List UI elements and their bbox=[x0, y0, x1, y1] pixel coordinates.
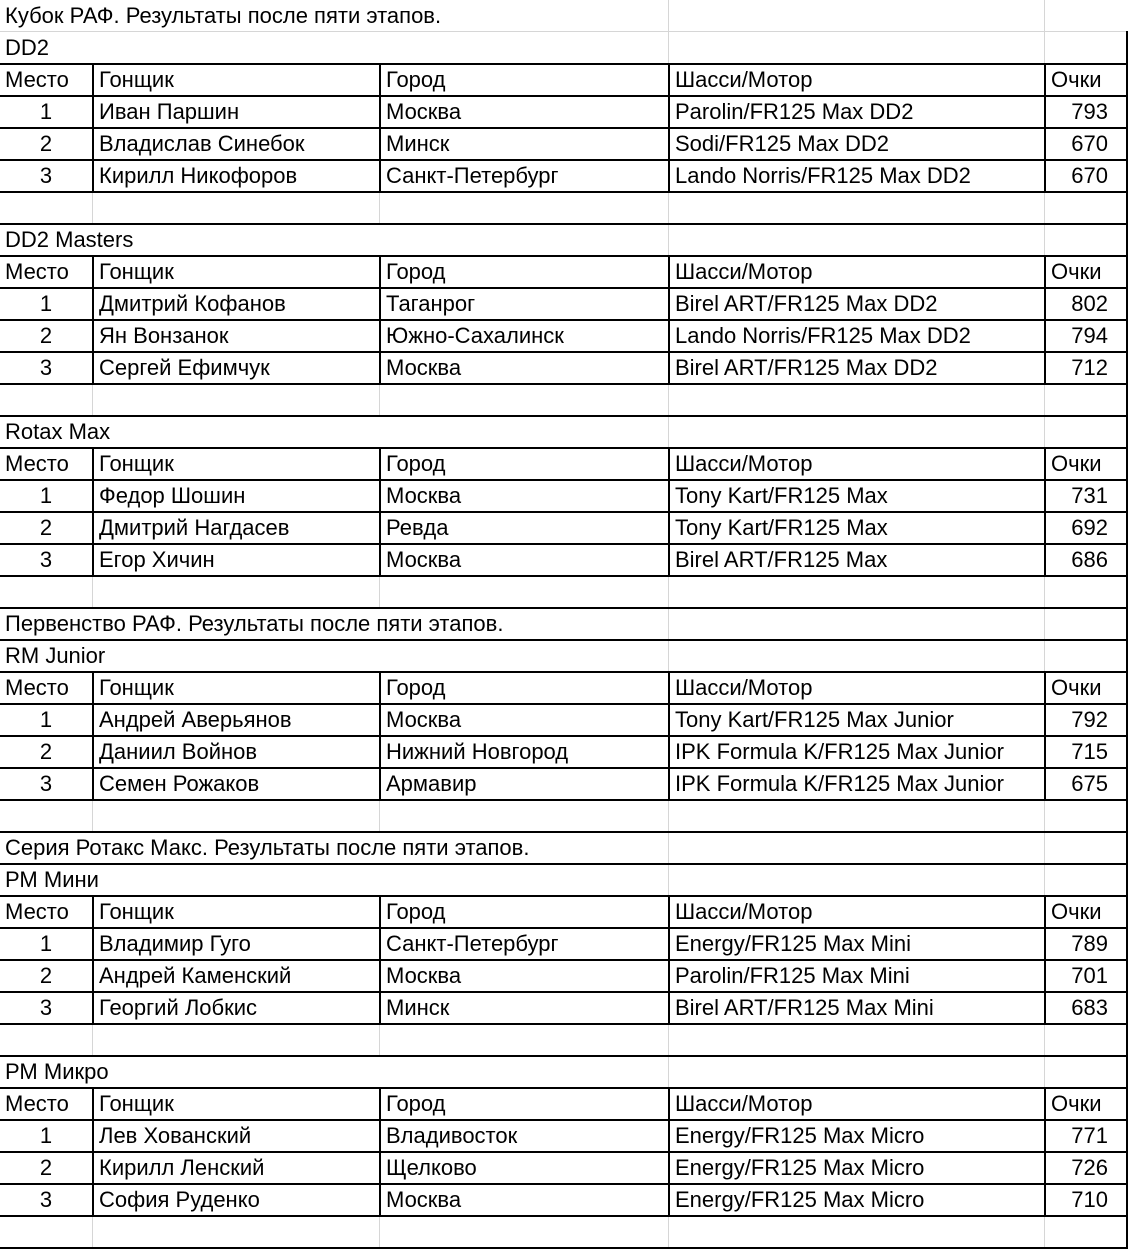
row-border bbox=[0, 511, 1128, 513]
section-title: DD2 Masters bbox=[5, 227, 134, 252]
city-cell: Москва bbox=[379, 1184, 668, 1216]
table-row bbox=[0, 928, 1128, 960]
place-cell: 3 bbox=[39, 163, 53, 188]
chassis-cell: IPK Formula K/FR125 Max Junior bbox=[668, 768, 1044, 800]
header-points: Очки bbox=[1044, 1088, 1128, 1120]
section-title-row bbox=[0, 1056, 1128, 1088]
section-title-row bbox=[0, 640, 1128, 672]
row-border bbox=[0, 607, 1128, 609]
table-row bbox=[0, 512, 1128, 544]
row-border bbox=[0, 95, 1128, 97]
driver-cell: Владислав Синебок bbox=[92, 128, 379, 160]
points-cell: 789 bbox=[1044, 928, 1128, 960]
gridline bbox=[379, 800, 380, 832]
row-border bbox=[0, 287, 1128, 289]
header-row bbox=[0, 256, 1128, 288]
table-row bbox=[0, 96, 1128, 128]
header-chassis: Шасси/Мотор bbox=[668, 1088, 1044, 1120]
header-chassis: Шасси/Мотор bbox=[668, 448, 1044, 480]
city-cell: Москва bbox=[379, 96, 668, 128]
blank-row bbox=[0, 1216, 1128, 1248]
row-border bbox=[0, 703, 1128, 705]
driver-cell: Сергей Ефимчук bbox=[92, 352, 379, 384]
gridline bbox=[1044, 800, 1045, 832]
section-title-row bbox=[0, 32, 1128, 64]
gridline bbox=[1044, 1216, 1045, 1248]
gridline bbox=[92, 800, 93, 832]
gridline bbox=[668, 1024, 669, 1056]
place-cell: 2 bbox=[39, 739, 53, 764]
driver-cell: Даниил Войнов bbox=[92, 736, 379, 768]
table-row bbox=[0, 160, 1128, 192]
blank-row bbox=[0, 576, 1128, 608]
blank-row bbox=[0, 800, 1128, 832]
header-place: Место bbox=[5, 67, 69, 92]
row-border bbox=[0, 415, 1128, 417]
chassis-cell: Energy/FR125 Max Micro bbox=[668, 1184, 1044, 1216]
points-cell: 712 bbox=[1044, 352, 1128, 384]
driver-cell: Ян Вонзанок bbox=[92, 320, 379, 352]
table-row bbox=[0, 1184, 1128, 1216]
city-cell: Москва bbox=[379, 352, 668, 384]
header-row bbox=[0, 64, 1128, 96]
header-row bbox=[0, 672, 1128, 704]
city-cell: Владивосток bbox=[379, 1120, 668, 1152]
place-cell: 2 bbox=[39, 323, 53, 348]
driver-cell: Лев Хованский bbox=[92, 1120, 379, 1152]
section-title: РМ Микро bbox=[5, 1059, 109, 1084]
row-border bbox=[0, 863, 1128, 865]
row-border bbox=[0, 351, 1128, 353]
header-place: Место bbox=[5, 675, 69, 700]
driver-cell: Кирилл Никофоров bbox=[92, 160, 379, 192]
points-cell: 802 bbox=[1044, 288, 1128, 320]
header-chassis: Шасси/Мотор bbox=[668, 256, 1044, 288]
blank-row bbox=[0, 1024, 1128, 1056]
row-border bbox=[0, 319, 1128, 321]
place-cell: 2 bbox=[39, 963, 53, 988]
header-driver: Гонщик bbox=[92, 672, 379, 704]
gridline bbox=[379, 1024, 380, 1056]
header-city: Город bbox=[379, 64, 668, 96]
section-title-row bbox=[0, 224, 1128, 256]
place-cell: 1 bbox=[39, 1123, 53, 1148]
place-cell: 2 bbox=[39, 1155, 53, 1180]
chassis-cell: Energy/FR125 Max Mini bbox=[668, 928, 1044, 960]
section-title-row bbox=[0, 0, 1128, 32]
section-title: DD2 bbox=[5, 35, 50, 60]
city-cell: Минск bbox=[379, 992, 668, 1024]
table-row bbox=[0, 992, 1128, 1024]
header-row bbox=[0, 1088, 1128, 1120]
chassis-cell: Tony Kart/FR125 Max bbox=[668, 512, 1044, 544]
row-border bbox=[0, 1215, 1128, 1217]
gridline bbox=[92, 192, 93, 224]
city-cell: Нижний Новгород bbox=[379, 736, 668, 768]
header-place: Место bbox=[5, 899, 69, 924]
header-place: Место bbox=[5, 1091, 69, 1116]
driver-cell: Георгий Лобкис bbox=[92, 992, 379, 1024]
header-chassis: Шасси/Мотор bbox=[668, 64, 1044, 96]
points-cell: 793 bbox=[1044, 96, 1128, 128]
gridline bbox=[1044, 384, 1045, 416]
row-border bbox=[0, 831, 1128, 833]
header-points: Очки bbox=[1044, 448, 1128, 480]
chassis-cell: Parolin/FR125 Max DD2 bbox=[668, 96, 1044, 128]
city-cell: Санкт-Петербург bbox=[379, 160, 668, 192]
place-cell: 2 bbox=[39, 515, 53, 540]
row-border bbox=[0, 959, 1128, 961]
row-border bbox=[0, 1119, 1128, 1121]
place-cell: 1 bbox=[39, 291, 53, 316]
driver-cell: Андрей Аверьянов bbox=[92, 704, 379, 736]
city-cell: Таганрог bbox=[379, 288, 668, 320]
table-row bbox=[0, 544, 1128, 576]
section-title-row bbox=[0, 416, 1128, 448]
chassis-cell: Tony Kart/FR125 Max Junior bbox=[668, 704, 1044, 736]
gridline bbox=[379, 1216, 380, 1248]
header-points: Очки bbox=[1044, 256, 1128, 288]
gridline bbox=[92, 1216, 93, 1248]
row-border bbox=[0, 1183, 1128, 1185]
driver-cell: Иван Паршин bbox=[92, 96, 379, 128]
row-border bbox=[0, 255, 1128, 257]
place-cell: 2 bbox=[39, 131, 53, 156]
chassis-cell: Birel ART/FR125 Max DD2 bbox=[668, 352, 1044, 384]
points-cell: 692 bbox=[1044, 512, 1128, 544]
table-row bbox=[0, 704, 1128, 736]
row-border bbox=[0, 191, 1128, 193]
driver-cell: София Руденко bbox=[92, 1184, 379, 1216]
city-cell: Москва bbox=[379, 704, 668, 736]
city-cell: Санкт-Петербург bbox=[379, 928, 668, 960]
header-city: Город bbox=[379, 672, 668, 704]
chassis-cell: IPK Formula K/FR125 Max Junior bbox=[668, 736, 1044, 768]
gridline bbox=[668, 1216, 669, 1248]
city-cell: Щелково bbox=[379, 1152, 668, 1184]
row-border bbox=[0, 63, 1128, 65]
place-cell: 3 bbox=[39, 1187, 53, 1212]
place-cell: 3 bbox=[39, 771, 53, 796]
gridline bbox=[1044, 1024, 1045, 1056]
driver-cell: Дмитрий Нагдасев bbox=[92, 512, 379, 544]
row-border bbox=[0, 1247, 1128, 1249]
row-border bbox=[0, 895, 1128, 897]
section-title-row bbox=[0, 608, 1128, 640]
header-points: Очки bbox=[1044, 672, 1128, 704]
section-title: Кубок РАФ. Результаты после пяти этапов. bbox=[5, 3, 442, 28]
points-cell: 701 bbox=[1044, 960, 1128, 992]
table-row bbox=[0, 1120, 1128, 1152]
gridline bbox=[668, 800, 669, 832]
row-border bbox=[0, 1055, 1128, 1057]
header-driver: Гонщик bbox=[92, 64, 379, 96]
points-cell: 683 bbox=[1044, 992, 1128, 1024]
table-row bbox=[0, 480, 1128, 512]
table-row bbox=[0, 288, 1128, 320]
header-row bbox=[0, 448, 1128, 480]
points-cell: 670 bbox=[1044, 128, 1128, 160]
header-city: Город bbox=[379, 448, 668, 480]
header-city: Город bbox=[379, 256, 668, 288]
chassis-cell: Sodi/FR125 Max DD2 bbox=[668, 128, 1044, 160]
row-border bbox=[0, 383, 1128, 385]
header-chassis: Шасси/Мотор bbox=[668, 672, 1044, 704]
chassis-cell: Energy/FR125 Max Micro bbox=[668, 1120, 1044, 1152]
chassis-cell: Lando Norris/FR125 Max DD2 bbox=[668, 320, 1044, 352]
place-cell: 1 bbox=[39, 99, 53, 124]
city-cell: Южно-Сахалинск bbox=[379, 320, 668, 352]
row-border bbox=[0, 575, 1128, 577]
place-cell: 3 bbox=[39, 995, 53, 1020]
gridline bbox=[1044, 192, 1045, 224]
row-border bbox=[0, 1087, 1128, 1089]
row-border bbox=[0, 1151, 1128, 1153]
city-cell: Ревда bbox=[379, 512, 668, 544]
table-row bbox=[0, 128, 1128, 160]
place-cell: 3 bbox=[39, 547, 53, 572]
section-title: Rotax Max bbox=[5, 419, 111, 444]
points-cell: 675 bbox=[1044, 768, 1128, 800]
header-chassis: Шасси/Мотор bbox=[668, 896, 1044, 928]
row-border bbox=[0, 31, 1128, 32]
driver-cell: Семен Рожаков bbox=[92, 768, 379, 800]
table-row bbox=[0, 320, 1128, 352]
blank-row bbox=[0, 192, 1128, 224]
row-border bbox=[0, 735, 1128, 737]
chassis-cell: Lando Norris/FR125 Max DD2 bbox=[668, 160, 1044, 192]
row-border bbox=[0, 479, 1128, 481]
gridline bbox=[379, 576, 380, 608]
header-points: Очки bbox=[1044, 64, 1128, 96]
row-border bbox=[0, 671, 1128, 673]
city-cell: Москва bbox=[379, 960, 668, 992]
header-driver: Гонщик bbox=[92, 896, 379, 928]
gridline bbox=[92, 384, 93, 416]
city-cell: Москва bbox=[379, 480, 668, 512]
city-cell: Москва bbox=[379, 544, 668, 576]
chassis-cell: Tony Kart/FR125 Max bbox=[668, 480, 1044, 512]
points-cell: 715 bbox=[1044, 736, 1128, 768]
header-driver: Гонщик bbox=[92, 256, 379, 288]
header-city: Город bbox=[379, 1088, 668, 1120]
place-cell: 3 bbox=[39, 355, 53, 380]
points-cell: 731 bbox=[1044, 480, 1128, 512]
row-border bbox=[0, 159, 1128, 161]
driver-cell: Дмитрий Кофанов bbox=[92, 288, 379, 320]
row-border bbox=[0, 447, 1128, 449]
header-place: Место bbox=[5, 259, 69, 284]
table-row bbox=[0, 352, 1128, 384]
row-border bbox=[0, 927, 1128, 929]
points-cell: 670 bbox=[1044, 160, 1128, 192]
gridline bbox=[668, 192, 669, 224]
header-city: Город bbox=[379, 896, 668, 928]
blank-row bbox=[0, 384, 1128, 416]
gridline bbox=[1044, 576, 1045, 608]
header-driver: Гонщик bbox=[92, 1088, 379, 1120]
header-driver: Гонщик bbox=[92, 448, 379, 480]
gridline bbox=[668, 576, 669, 608]
gridline bbox=[379, 192, 380, 224]
place-cell: 1 bbox=[39, 483, 53, 508]
row-border bbox=[0, 799, 1128, 801]
points-cell: 686 bbox=[1044, 544, 1128, 576]
points-cell: 771 bbox=[1044, 1120, 1128, 1152]
gridline bbox=[92, 576, 93, 608]
row-border bbox=[0, 991, 1128, 993]
chassis-cell: Parolin/FR125 Max Mini bbox=[668, 960, 1044, 992]
row-border bbox=[0, 127, 1128, 129]
section-title-row bbox=[0, 832, 1128, 864]
section-title: Первенство РАФ. Результаты после пяти этапов. bbox=[5, 611, 504, 636]
row-border bbox=[0, 543, 1128, 545]
points-cell: 792 bbox=[1044, 704, 1128, 736]
driver-cell: Владимир Гуго bbox=[92, 928, 379, 960]
table-row bbox=[0, 736, 1128, 768]
driver-cell: Кирилл Ленский bbox=[92, 1152, 379, 1184]
row-border bbox=[0, 223, 1128, 225]
row-border bbox=[0, 639, 1128, 641]
place-cell: 1 bbox=[39, 931, 53, 956]
section-title: РМ Мини bbox=[5, 867, 99, 892]
driver-cell: Егор Хичин bbox=[92, 544, 379, 576]
driver-cell: Андрей Каменский bbox=[92, 960, 379, 992]
header-place: Место bbox=[5, 451, 69, 476]
table-row bbox=[0, 768, 1128, 800]
city-cell: Армавир bbox=[379, 768, 668, 800]
driver-cell: Федор Шошин bbox=[92, 480, 379, 512]
row-border bbox=[0, 767, 1128, 769]
section-title: RM Junior bbox=[5, 643, 106, 668]
table-row bbox=[0, 960, 1128, 992]
gridline bbox=[92, 1024, 93, 1056]
chassis-cell: Birel ART/FR125 Max bbox=[668, 544, 1044, 576]
table-row bbox=[0, 1152, 1128, 1184]
points-cell: 726 bbox=[1044, 1152, 1128, 1184]
row-border bbox=[0, 1023, 1128, 1025]
gridline bbox=[379, 384, 380, 416]
chassis-cell: Birel ART/FR125 Max DD2 bbox=[668, 288, 1044, 320]
place-cell: 1 bbox=[39, 707, 53, 732]
points-cell: 794 bbox=[1044, 320, 1128, 352]
section-title-row bbox=[0, 864, 1128, 896]
points-cell: 710 bbox=[1044, 1184, 1128, 1216]
section-title: Серия Ротакс Макс. Результаты после пяти этапов. bbox=[5, 835, 530, 860]
gridline bbox=[668, 384, 669, 416]
header-row bbox=[0, 896, 1128, 928]
chassis-cell: Birel ART/FR125 Max Mini bbox=[668, 992, 1044, 1024]
header-points: Очки bbox=[1044, 896, 1128, 928]
chassis-cell: Energy/FR125 Max Micro bbox=[668, 1152, 1044, 1184]
city-cell: Минск bbox=[379, 128, 668, 160]
